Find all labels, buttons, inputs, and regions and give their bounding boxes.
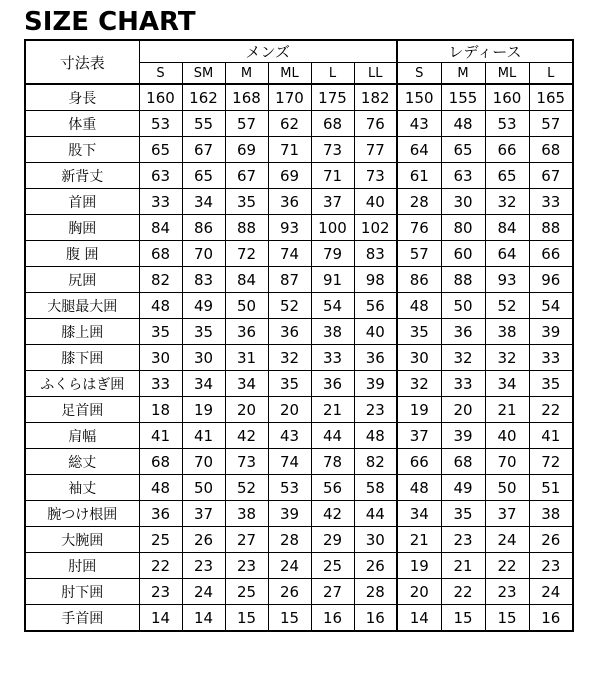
- row-label: 腹 囲: [25, 241, 139, 267]
- table-cell: 84: [485, 215, 529, 241]
- row-label: 肘囲: [25, 553, 139, 579]
- table-cell: 37: [485, 501, 529, 527]
- table-cell: 93: [485, 267, 529, 293]
- table-cell: 56: [311, 475, 354, 501]
- table-cell: 24: [268, 553, 311, 579]
- table-cell: 37: [182, 501, 225, 527]
- table-cell: 49: [441, 475, 485, 501]
- table-cell: 15: [441, 605, 485, 632]
- table-cell: 182: [354, 84, 397, 111]
- table-cell: 83: [354, 241, 397, 267]
- table-row: [25, 371, 573, 397]
- group-header-ladies: レディース: [397, 40, 573, 63]
- table-cell: 82: [354, 449, 397, 475]
- table-cell: 91: [311, 267, 354, 293]
- table-cell: 87: [268, 267, 311, 293]
- row-label: 手首囲: [25, 605, 139, 632]
- table-cell: 20: [268, 397, 311, 423]
- size-header-mens: SM: [182, 63, 225, 85]
- table-cell: 50: [225, 293, 268, 319]
- table-cell: 86: [397, 267, 441, 293]
- row-label: 腕つけ根囲: [25, 501, 139, 527]
- table-cell: 31: [225, 345, 268, 371]
- table-cell: 48: [354, 423, 397, 449]
- table-cell: 65: [182, 163, 225, 189]
- table-cell: 80: [441, 215, 485, 241]
- table-cell: 36: [225, 319, 268, 345]
- table-cell: 20: [397, 579, 441, 605]
- table-cell: 26: [354, 553, 397, 579]
- table-cell: 42: [225, 423, 268, 449]
- table-cell: 16: [311, 605, 354, 632]
- table-cell: 88: [529, 215, 573, 241]
- table-cell: 34: [182, 189, 225, 215]
- table-cell: 39: [268, 501, 311, 527]
- table-cell: 23: [441, 527, 485, 553]
- table-cell: 84: [139, 215, 182, 241]
- table-cell: 22: [139, 553, 182, 579]
- table-cell: 33: [311, 345, 354, 371]
- table-cell: 21: [311, 397, 354, 423]
- table-cell: 63: [139, 163, 182, 189]
- table-cell: 35: [529, 371, 573, 397]
- table-cell: 160: [485, 84, 529, 111]
- table-cell: 54: [311, 293, 354, 319]
- table-cell: 69: [225, 137, 268, 163]
- table-cell: 16: [529, 605, 573, 632]
- table-cell: 88: [225, 215, 268, 241]
- table-cell: 43: [268, 423, 311, 449]
- table-cell: 36: [441, 319, 485, 345]
- table-cell: 70: [182, 449, 225, 475]
- table-cell: 23: [529, 553, 573, 579]
- table-cell: 67: [529, 163, 573, 189]
- table-cell: 19: [397, 397, 441, 423]
- table-cell: 162: [182, 84, 225, 111]
- row-label: 足首囲: [25, 397, 139, 423]
- table-row: [25, 241, 573, 267]
- row-label: 袖丈: [25, 475, 139, 501]
- table-cell: 69: [268, 163, 311, 189]
- table-cell: 24: [182, 579, 225, 605]
- row-label: 身長: [25, 84, 139, 111]
- table-row: [25, 423, 573, 449]
- table-row: [25, 163, 573, 189]
- table-cell: 24: [485, 527, 529, 553]
- size-header-mens: S: [139, 63, 182, 85]
- table-cell: 68: [139, 241, 182, 267]
- table-cell: 22: [529, 397, 573, 423]
- table-cell: 34: [182, 371, 225, 397]
- table-cell: 67: [225, 163, 268, 189]
- table-row: [25, 501, 573, 527]
- table-cell: 22: [441, 579, 485, 605]
- table-row: [25, 84, 573, 111]
- row-label: ふくらはぎ囲: [25, 371, 139, 397]
- row-label: 胸囲: [25, 215, 139, 241]
- table-cell: 155: [441, 84, 485, 111]
- size-header-ladies: S: [397, 63, 441, 85]
- table-cell: 20: [441, 397, 485, 423]
- table-cell: 48: [139, 293, 182, 319]
- row-label: 体重: [25, 111, 139, 137]
- table-cell: 38: [529, 501, 573, 527]
- table-cell: 53: [268, 475, 311, 501]
- table-cell: 43: [397, 111, 441, 137]
- table-cell: 73: [225, 449, 268, 475]
- size-header-ladies: L: [529, 63, 573, 85]
- table-cell: 39: [529, 319, 573, 345]
- table-cell: 55: [182, 111, 225, 137]
- table-cell: 76: [397, 215, 441, 241]
- table-cell: 165: [529, 84, 573, 111]
- table-cell: 27: [225, 527, 268, 553]
- table-cell: 23: [225, 553, 268, 579]
- table-cell: 35: [397, 319, 441, 345]
- table-cell: 68: [441, 449, 485, 475]
- table-cell: 71: [311, 163, 354, 189]
- size-chart-table: [24, 39, 574, 632]
- table-cell: 35: [139, 319, 182, 345]
- table-cell: 34: [225, 371, 268, 397]
- table-cell: 23: [139, 579, 182, 605]
- table-cell: 71: [268, 137, 311, 163]
- table-row: [25, 449, 573, 475]
- size-header-ladies: ML: [485, 63, 529, 85]
- table-cell: 48: [441, 111, 485, 137]
- table-cell: 74: [268, 241, 311, 267]
- table-cell: 65: [441, 137, 485, 163]
- table-cell: 19: [397, 553, 441, 579]
- table-cell: 51: [529, 475, 573, 501]
- table-cell: 54: [529, 293, 573, 319]
- table-cell: 68: [529, 137, 573, 163]
- table-cell: 22: [485, 553, 529, 579]
- table-cell: 50: [182, 475, 225, 501]
- table-cell: 38: [311, 319, 354, 345]
- table-cell: 76: [354, 111, 397, 137]
- table-cell: 50: [441, 293, 485, 319]
- table-cell: 20: [225, 397, 268, 423]
- table-row: [25, 215, 573, 241]
- table-cell: 93: [268, 215, 311, 241]
- table-cell: 30: [397, 345, 441, 371]
- table-cell: 72: [529, 449, 573, 475]
- table-cell: 23: [354, 397, 397, 423]
- table-cell: 84: [225, 267, 268, 293]
- table-cell: 168: [225, 84, 268, 111]
- table-cell: 35: [182, 319, 225, 345]
- table-cell: 21: [441, 553, 485, 579]
- table-cell: 52: [485, 293, 529, 319]
- table-cell: 74: [268, 449, 311, 475]
- table-row: [25, 605, 573, 632]
- table-cell: 77: [354, 137, 397, 163]
- table-cell: 25: [311, 553, 354, 579]
- size-header-mens: M: [225, 63, 268, 85]
- table-row: [25, 475, 573, 501]
- table-cell: 36: [268, 189, 311, 215]
- table-cell: 57: [529, 111, 573, 137]
- table-cell: 48: [397, 475, 441, 501]
- table-cell: 36: [354, 345, 397, 371]
- table-cell: 29: [311, 527, 354, 553]
- table-cell: 28: [268, 527, 311, 553]
- row-label: 首囲: [25, 189, 139, 215]
- table-cell: 37: [311, 189, 354, 215]
- row-label: 肩幅: [25, 423, 139, 449]
- table-cell: 79: [311, 241, 354, 267]
- table-cell: 23: [182, 553, 225, 579]
- table-cell: 62: [268, 111, 311, 137]
- table-cell: 38: [225, 501, 268, 527]
- table-cell: 33: [139, 371, 182, 397]
- row-label: 肘下囲: [25, 579, 139, 605]
- table-cell: 35: [268, 371, 311, 397]
- table-cell: 170: [268, 84, 311, 111]
- table-cell: 175: [311, 84, 354, 111]
- table-row: [25, 189, 573, 215]
- table-cell: 66: [485, 137, 529, 163]
- table-cell: 36: [311, 371, 354, 397]
- table-cell: 48: [397, 293, 441, 319]
- table-cell: 58: [354, 475, 397, 501]
- table-cell: 32: [397, 371, 441, 397]
- row-label: 大腕囲: [25, 527, 139, 553]
- table-cell: 82: [139, 267, 182, 293]
- table-cell: 68: [139, 449, 182, 475]
- table-row: [25, 319, 573, 345]
- table-cell: 37: [397, 423, 441, 449]
- table-cell: 83: [182, 267, 225, 293]
- table-cell: 30: [354, 527, 397, 553]
- size-header-mens: LL: [354, 63, 397, 85]
- table-cell: 16: [354, 605, 397, 632]
- table-cell: 65: [485, 163, 529, 189]
- table-cell: 41: [182, 423, 225, 449]
- table-cell: 48: [139, 475, 182, 501]
- table-cell: 53: [139, 111, 182, 137]
- corner-label: 寸法表: [25, 40, 139, 84]
- table-row: [25, 527, 573, 553]
- row-label: 尻囲: [25, 267, 139, 293]
- table-cell: 14: [397, 605, 441, 632]
- table-row: [25, 579, 573, 605]
- table-cell: 27: [311, 579, 354, 605]
- size-header-mens: ML: [268, 63, 311, 85]
- table-cell: 44: [354, 501, 397, 527]
- table-cell: 42: [311, 501, 354, 527]
- table-cell: 49: [182, 293, 225, 319]
- size-header-ladies: M: [441, 63, 485, 85]
- table-cell: 33: [529, 345, 573, 371]
- table-cell: 40: [354, 319, 397, 345]
- table-cell: 34: [397, 501, 441, 527]
- table-cell: 57: [397, 241, 441, 267]
- size-header-mens: L: [311, 63, 354, 85]
- table-cell: 88: [441, 267, 485, 293]
- table-cell: 39: [441, 423, 485, 449]
- table-cell: 35: [441, 501, 485, 527]
- table-cell: 34: [485, 371, 529, 397]
- table-row: [25, 397, 573, 423]
- table-cell: 41: [139, 423, 182, 449]
- row-label: 総丈: [25, 449, 139, 475]
- table-cell: 100: [311, 215, 354, 241]
- table-cell: 56: [354, 293, 397, 319]
- table-cell: 39: [354, 371, 397, 397]
- row-label: 膝上囲: [25, 319, 139, 345]
- table-cell: 52: [268, 293, 311, 319]
- table-cell: 15: [268, 605, 311, 632]
- table-cell: 67: [182, 137, 225, 163]
- table-cell: 26: [268, 579, 311, 605]
- table-cell: 26: [182, 527, 225, 553]
- table-cell: 72: [225, 241, 268, 267]
- table-cell: 23: [485, 579, 529, 605]
- table-cell: 68: [311, 111, 354, 137]
- row-label: 新背丈: [25, 163, 139, 189]
- table-cell: 57: [225, 111, 268, 137]
- table-cell: 14: [182, 605, 225, 632]
- table-cell: 32: [441, 345, 485, 371]
- table-cell: 66: [529, 241, 573, 267]
- table-cell: 25: [139, 527, 182, 553]
- table-cell: 36: [139, 501, 182, 527]
- table-row: [25, 345, 573, 371]
- table-cell: 32: [268, 345, 311, 371]
- table-cell: 50: [485, 475, 529, 501]
- table-cell: 25: [225, 579, 268, 605]
- table-row: [25, 137, 573, 163]
- table-cell: 53: [485, 111, 529, 137]
- table-cell: 70: [485, 449, 529, 475]
- table-cell: 33: [441, 371, 485, 397]
- table-cell: 63: [441, 163, 485, 189]
- table-cell: 44: [311, 423, 354, 449]
- table-cell: 30: [182, 345, 225, 371]
- table-cell: 24: [529, 579, 573, 605]
- table-cell: 52: [225, 475, 268, 501]
- table-cell: 65: [139, 137, 182, 163]
- table-cell: 96: [529, 267, 573, 293]
- table-cell: 73: [354, 163, 397, 189]
- table-cell: 30: [139, 345, 182, 371]
- table-cell: 35: [225, 189, 268, 215]
- table-cell: 33: [529, 189, 573, 215]
- table-cell: 18: [139, 397, 182, 423]
- table-cell: 40: [354, 189, 397, 215]
- table-cell: 15: [485, 605, 529, 632]
- table-cell: 86: [182, 215, 225, 241]
- row-label: 膝下囲: [25, 345, 139, 371]
- group-header-mens: メンズ: [139, 40, 397, 63]
- row-label: 股下: [25, 137, 139, 163]
- table-cell: 73: [311, 137, 354, 163]
- table-cell: 33: [139, 189, 182, 215]
- table-cell: 19: [182, 397, 225, 423]
- table-cell: 64: [397, 137, 441, 163]
- table-cell: 21: [397, 527, 441, 553]
- table-cell: 60: [441, 241, 485, 267]
- table-cell: 28: [397, 189, 441, 215]
- table-cell: 61: [397, 163, 441, 189]
- table-cell: 78: [311, 449, 354, 475]
- table-row: [25, 267, 573, 293]
- table-row: [25, 293, 573, 319]
- table-cell: 150: [397, 84, 441, 111]
- table-cell: 30: [441, 189, 485, 215]
- table-cell: 36: [268, 319, 311, 345]
- table-cell: 28: [354, 579, 397, 605]
- table-cell: 15: [225, 605, 268, 632]
- table-cell: 21: [485, 397, 529, 423]
- table-cell: 66: [397, 449, 441, 475]
- table-cell: 38: [485, 319, 529, 345]
- table-cell: 102: [354, 215, 397, 241]
- chart-title: SIZE CHART: [24, 7, 196, 37]
- table-cell: 41: [529, 423, 573, 449]
- table-row: [25, 111, 573, 137]
- table-cell: 70: [182, 241, 225, 267]
- table-row: [25, 553, 573, 579]
- table-cell: 160: [139, 84, 182, 111]
- table-cell: 32: [485, 189, 529, 215]
- row-label: 大腿最大囲: [25, 293, 139, 319]
- table-cell: 64: [485, 241, 529, 267]
- table-cell: 32: [485, 345, 529, 371]
- table-cell: 40: [485, 423, 529, 449]
- table-cell: 26: [529, 527, 573, 553]
- table-cell: 14: [139, 605, 182, 632]
- table-cell: 98: [354, 267, 397, 293]
